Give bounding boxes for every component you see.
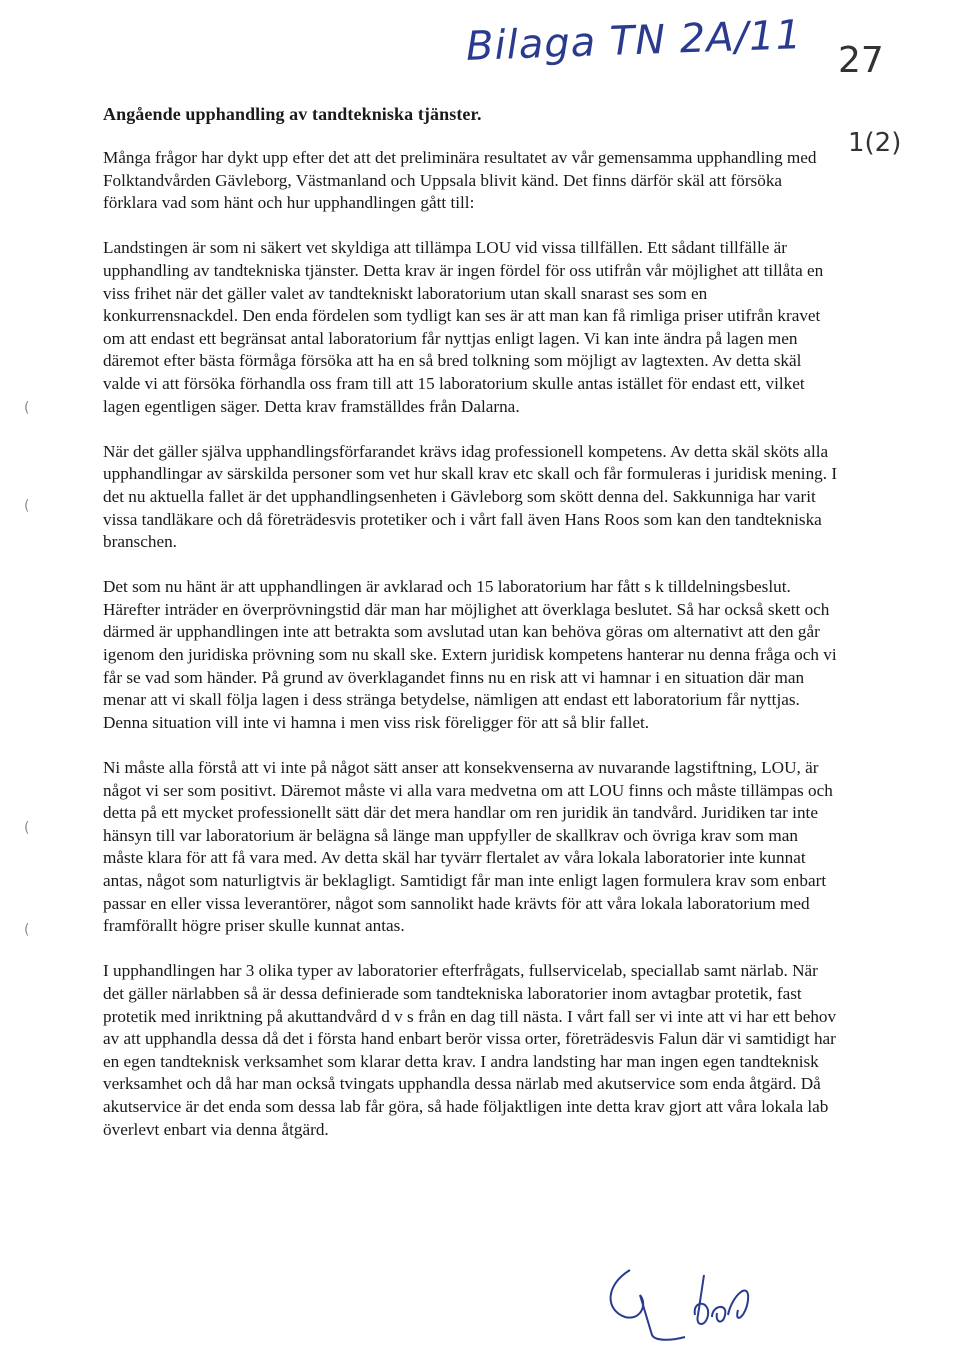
margin-mark: ( [24,498,30,514]
document-body [103,147,838,1164]
paragraph: Landstingen är som ni säkert vet skyldiga att tillämpa LOU vid vissa tillfällen. Ett sådant tillfälle är upphandling av tandtekniska tjänster. Detta krav är ingen fördel för oss utifrån vår möjlighet att tillåta en viss frihet när det gäller valet av tandtekniskt laboratorium utan skall snarast ses som en konkurrensnackdel. Den enda fördelen som tydligt kan ses är att man kan få rimliga priser utifrån kravet om att endast ett begränsat antal laboratorium får nyttjas enligt lagen. Vi kan inte ändra på lagen men däremot efter bästa förmåga försöka att ha en så bred tolkning som möjligt av lagtexten. Av detta skäl valde vi att försöka förhandla oss fram till att 15 laboratorium skulle antas istället för endast ett, vilket lagen egentligen säger. Detta krav framställdes från Dalarna. [103,238,824,416]
corner-mark: 27 [838,40,884,81]
paragraph: Ni måste alla förstå att vi inte på något sätt anser att konsekvenserna av nuvarande lagstiftning, LOU, är något vi ser som positivt. Däremot måste vi alla vara medvetna om att LOU finns och måste tillämpas och detta på ett mycket professionellt sätt där det mera handlar om ren juridik än tandvård. Juridiken tar inte hänsyn till var laboratorium är belägna så länge man uppfyller de skallkrav och övriga krav som man måste klara för att få vara med. Av detta skäl har tyvärr flertalet av våra lokala laboratorier inte kunnat antas, något som naturligtvis är beklagligt. Samtidigt får man inte enligt lagen formulera krav som enbart passar en eller vissa leverantörer, något som sannolikt hade krävts för att våra lokala laboratorium med framförallt högre priser skulle kunnat antas. [103,758,833,936]
paragraph: Det som nu hänt är att upphandlingen är avklarad och 15 laboratorium har fått s k tilldelningsbeslut. Härefter inträder en överprövningstid där man har möjlighet att överklaga beslutet. Så har också skett och därmed är upphandlingen inte att betrakta som avslutad utan kan behöva göras om alternativt att den går igenom den juridiska prövning som nu skall ske. Extern juridisk kompetens hanterar nu denna fråga och vi får se vad som händer. På grund av överklagandet finns nu en risk att vi hamnar i en situation där man menar att vi skall följa lagen i dess stränga betydelse, nämligen att endast ett laboratorium får nyttjas. Denna situation vill inte vi hamna i men viss risk föreligger för att så blir fallet. [103,577,837,732]
page-number: 1(2) [848,128,902,158]
paragraph: Många frågor har dykt upp efter det att det preliminära resultatet av vår gemensamma upphandling med Folktandvården Gävleborg, Västmanland och Uppsala blivit känd. Det finns därför skäl att försöka förklara vad som hänt och hur upphandlingen gått till: [103,148,817,213]
margin-mark: ( [24,400,30,416]
document-title: Angående upphandling av tandtekniska tjänster. [103,104,482,124]
margin-mark: ( [24,820,30,836]
handwritten-annotation: Bilaga TN 2A/11 [465,12,803,70]
signature [600,1255,770,1345]
paragraph: I upphandlingen har 3 olika typer av laboratorier efterfrågats, fullservicelab, speciallab samt närlab. När det gäller närlabben så är dessa definierade som tandtekniska laboratorier inom avtagbar protetik, fast protetik med inriktning på akuttandvård d v s från en dag till nästa. I vårt fall ser vi inte att vi har ett behov av att upphandla dessa då det i första hand enbart berör vissa orter, företrädesvis Falun där vi samtidigt har en egen tandteknisk verksamhet som klarar detta krav. I andra landsting har man ingen egen tandteknisk verksamhet och då har man också tvingats upphandla dessa närlab med akutservice som enda åtgärd. Då akutservice är det enda som dessa lab får göra, så hade följaktligen inte detta krav gjort att våra lokala lab överlevt enbart via denna åtgärd. [103,961,837,1139]
margin-mark: ( [24,922,30,938]
paragraph: När det gäller själva upphandlingsförfarandet krävs idag professionell kompetens. Av detta skäl sköts alla upphandlingar av särskilda personer som vet hur skall krav etc skall och får formuleras i juridisk mening. I det nu aktuella fallet är det upphandlingsenheten i Gävleborg som skött denna del. Sakkunniga har varit vissa tandläkare och då företrädesvis protetiker och i vårt fall även Hans Roos som kan den tandtekniska branschen. [103,441,838,552]
